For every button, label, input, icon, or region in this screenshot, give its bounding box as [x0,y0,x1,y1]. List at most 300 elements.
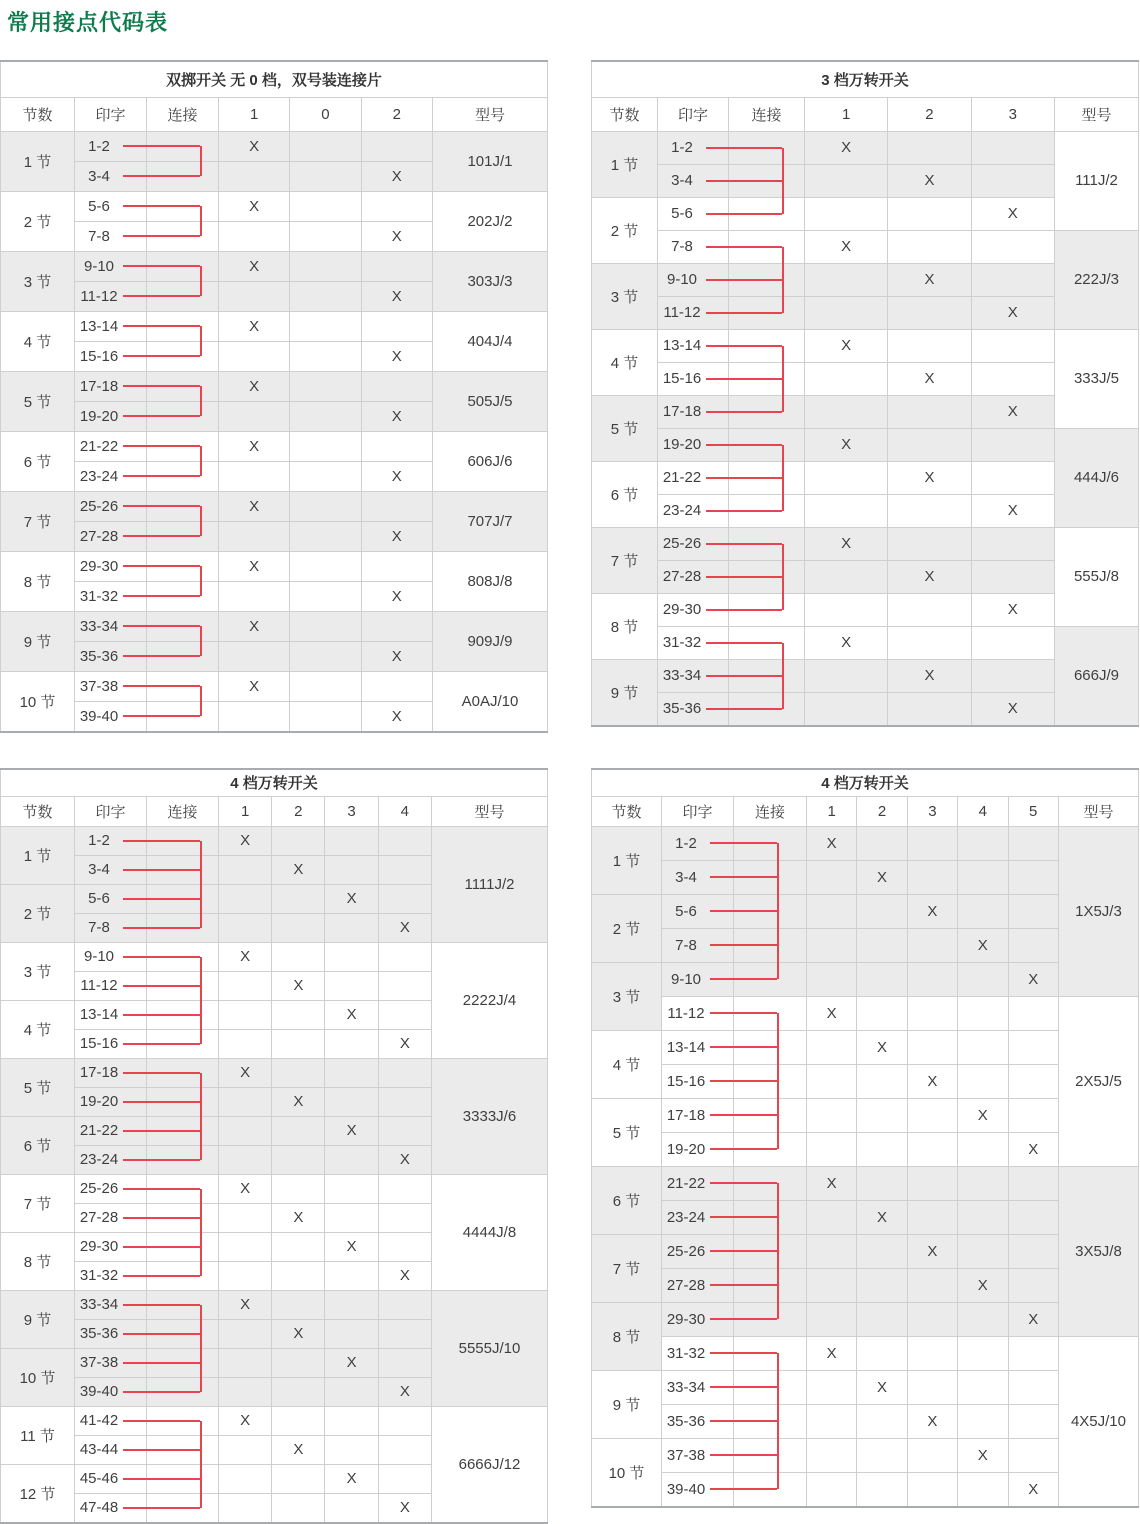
contact-cell [907,1200,957,1234]
connector-line [146,385,200,387]
contact-cell [888,395,971,428]
contact-cell [907,1132,957,1166]
connector-line [146,1449,200,1451]
connector-line [728,609,782,611]
model-cell: 3333J/6 [431,1058,547,1174]
model-cell: 666J/9 [1054,626,1138,726]
connector-line [733,1386,777,1388]
connector-bracket [200,161,202,177]
contact-cell [272,1232,325,1261]
contact-cell [807,1030,857,1064]
connect-cell [734,996,807,1030]
print-cell [75,1232,147,1261]
header-connect: 连接 [729,97,805,131]
connect-cell [147,1319,219,1348]
connector-line [123,1507,147,1509]
connector-line [733,944,777,946]
print-label: 19-20 [666,1140,706,1158]
header-position: 4 [958,796,1008,826]
print-label: 29-30 [79,557,119,575]
print-wrap [662,1405,733,1438]
header-connect: 连接 [147,97,219,131]
print-cell [662,1472,734,1507]
print-cell [662,1302,734,1336]
x-mark: X [805,131,888,164]
connector-line [728,477,782,479]
model-cell: 111J/2 [1054,131,1138,230]
contact-cell [325,1029,378,1058]
contact-cell [805,494,888,527]
print-wrap [658,363,728,395]
print-label: 27-28 [662,568,702,585]
connector-line [123,535,147,537]
contact-cell [1008,860,1058,894]
x-mark: X [361,161,432,191]
switch-table [0,768,548,1524]
contact-cell [219,521,290,551]
contact-cell [888,230,971,263]
connector-bracket [782,659,784,693]
connector-line [146,475,200,477]
connect-cell [147,611,219,641]
contact-cell [272,826,325,855]
print-wrap [662,1235,733,1268]
print-wrap [75,1059,146,1087]
section-cell: 6 节 [592,1166,662,1234]
connector-bracket [200,146,202,162]
header-position: 2 [888,97,971,131]
x-mark: X [361,341,432,371]
print-cell [658,593,729,626]
print-cell [662,996,734,1030]
contact-cell [857,1336,907,1370]
section-cell: 6 节 [1,431,75,491]
section-cell: 5 节 [1,371,75,431]
connector-bracket [782,346,784,363]
x-mark: X [888,560,971,593]
x-mark: X [958,1438,1008,1472]
contact-cell [888,494,971,527]
header-section: 节数 [592,97,658,131]
print-label: 35-36 [666,1412,706,1430]
connector-line [123,505,147,507]
x-mark: X [361,521,432,551]
print-cell [75,371,147,401]
contact-cell [1008,1268,1058,1302]
print-cell [75,913,147,942]
model-cell: 5555J/10 [431,1290,547,1406]
x-mark: X [958,1098,1008,1132]
connector-bracket [777,1268,779,1303]
contact-cell [1008,1200,1058,1234]
connector-line [733,1488,777,1490]
contact-cell [378,826,431,855]
contact-cell [971,560,1054,593]
print-label: 3-4 [88,861,110,878]
connector-line [706,510,729,512]
print-wrap [658,561,728,593]
connector-line [710,1182,734,1184]
connect-cell [729,263,805,296]
connector-line [123,625,147,627]
contact-cell [958,1234,1008,1268]
print-wrap [75,462,146,491]
contact-cell [907,962,957,996]
x-mark: X [971,593,1054,626]
print-wrap [75,1088,146,1116]
print-cell [658,692,729,726]
print-label: 25-26 [666,1242,706,1260]
print-wrap [75,972,146,1000]
x-mark: X [361,701,432,732]
connector-line [123,595,147,597]
connector-bracket [777,860,779,895]
print-wrap [658,198,728,230]
connector-bracket [782,593,784,610]
connector-line [123,445,147,447]
print-cell [75,1377,147,1406]
switch-table [591,768,1139,1508]
header-section: 节数 [592,796,662,826]
connector-bracket [200,701,202,717]
contact-cell [272,884,325,913]
connector-line [733,1250,777,1252]
connector-line [733,910,777,912]
contact-cell [805,560,888,593]
connect-cell [147,341,219,371]
contact-cell [805,395,888,428]
connector-bracket [200,206,202,222]
contact-cell [857,1472,907,1507]
print-label: 29-30 [662,601,702,618]
connector-line [146,325,200,327]
x-mark: X [219,1406,272,1435]
connector-line [733,1216,777,1218]
contact-cell [907,826,957,860]
contact-cell [325,826,378,855]
connector-line [710,1386,734,1388]
connector-bracket [200,1261,202,1276]
header-position: 2 [361,97,432,131]
model-cell: 404J/4 [432,311,547,371]
contact-cell [971,230,1054,263]
model-cell: 707J/7 [432,491,547,551]
connector-line [728,213,782,215]
contact-cell [857,894,907,928]
connector-line [706,180,729,182]
model-cell: 4444J/8 [431,1174,547,1290]
print-cell [75,1435,147,1464]
connector-bracket [777,1438,779,1473]
section-cell: 8 节 [592,1302,662,1370]
contact-cell [958,1336,1008,1370]
connector-line [710,1080,734,1082]
contact-cell [805,593,888,626]
connector-bracket [200,855,202,885]
print-cell [75,971,147,1000]
contact-cell [378,1348,431,1377]
connector-line [706,411,729,413]
connector-line [123,1391,147,1393]
print-wrap [662,895,733,928]
print-label: 5-6 [675,902,697,920]
x-mark: X [219,431,290,461]
print-label: 29-30 [79,1238,119,1255]
x-mark: X [325,1116,378,1145]
model-cell: 1111J/2 [431,826,547,942]
x-mark: X [807,1336,857,1370]
print-wrap [662,1167,733,1200]
contact-cell [325,942,378,971]
print-label: 3-4 [671,172,693,189]
connector-bracket [782,263,784,297]
connector-bracket [782,544,784,561]
connector-line [706,576,729,578]
contact-cell [219,1377,272,1406]
section-cell: 6 节 [1,1116,75,1174]
x-mark: X [888,461,971,494]
print-wrap [658,396,728,428]
contact-cell [807,1098,857,1132]
x-mark: X [857,1370,907,1404]
x-mark: X [325,1232,378,1261]
connect-cell [147,942,219,971]
connector-line [728,180,782,182]
contact-cell [805,362,888,395]
header-position: 3 [907,796,957,826]
connect-cell [147,161,219,191]
print-label: 7-8 [671,238,693,255]
print-wrap [75,582,146,611]
connector-line [123,1188,147,1190]
connector-line [728,576,782,578]
contact-cell [958,894,1008,928]
x-mark: X [805,428,888,461]
print-label: 9-10 [666,271,698,288]
print-cell [75,221,147,251]
contact-cell [907,996,957,1030]
print-label: 25-26 [662,535,702,552]
connector-bracket [782,692,784,709]
connector-bracket [777,894,779,929]
x-mark: X [971,395,1054,428]
print-cell [75,191,147,221]
connector-line [733,1352,777,1354]
contact-cell [971,263,1054,296]
connector-line [733,1046,777,1048]
connector-bracket [782,197,784,214]
x-mark: X [378,1261,431,1290]
connect-cell [147,191,219,221]
connector-bracket [777,843,779,861]
print-cell [75,1319,147,1348]
contact-cell [958,1064,1008,1098]
section-cell: 7 节 [1,491,75,551]
contact-cell [888,296,971,329]
contact-cell [219,855,272,884]
print-cell [75,1406,147,1435]
contact-cell [888,527,971,560]
contact-cell [325,1319,378,1348]
contact-cell [807,1268,857,1302]
contact-cell [888,692,971,726]
connector-bracket [777,1472,779,1490]
connect-cell [734,928,807,962]
connector-line [706,312,729,314]
print-cell [658,362,729,395]
connector-line [123,1420,147,1422]
contact-cell [378,1232,431,1261]
contact-cell [290,521,361,551]
section-cell: 9 节 [1,611,75,671]
connector-line [728,708,782,710]
connect-cell [147,581,219,611]
print-label: 37-38 [79,1354,119,1371]
contact-cell [272,1377,325,1406]
print-label: 17-18 [666,1106,706,1124]
print-wrap [75,943,146,971]
connector-line [146,956,200,958]
x-mark: X [1008,1472,1058,1507]
contact-cell [971,626,1054,659]
contact-cell [361,551,432,581]
print-wrap [75,1001,146,1029]
contact-cell [325,1290,378,1319]
header-connect: 连接 [147,796,219,826]
switch-table [591,60,1139,727]
x-mark: X [361,461,432,491]
connector-line [146,869,200,871]
print-label: 21-22 [79,1122,119,1139]
connect-cell [734,1336,807,1370]
connector-bracket [200,221,202,237]
connect-cell [147,826,219,855]
header-position: 1 [219,97,290,131]
print-wrap [658,693,728,725]
connector-line [146,535,200,537]
print-cell [662,1098,734,1132]
x-mark: X [807,996,857,1030]
print-wrap [658,231,728,263]
contact-cell [290,491,361,521]
print-label: 3-4 [675,868,697,886]
connect-cell [729,329,805,362]
section-cell: 4 节 [1,311,75,371]
contact-cell [272,1493,325,1523]
connector-line [728,642,782,644]
print-cell [75,884,147,913]
x-mark: X [219,1174,272,1203]
contact-cell [219,1232,272,1261]
x-mark: X [325,1464,378,1493]
connect-cell [729,428,805,461]
connector-line [706,378,729,380]
connector-line [146,1188,200,1190]
x-mark: X [888,362,971,395]
contact-cell [290,461,361,491]
x-mark: X [361,401,432,431]
table-4-position-rotary-switch [0,768,548,1524]
connector-bracket [200,266,202,282]
connect-cell [734,1268,807,1302]
connect-cell [147,371,219,401]
print-cell [658,461,729,494]
x-mark: X [272,1203,325,1232]
print-wrap [75,132,146,161]
contact-cell [805,461,888,494]
print-label: 31-32 [662,634,702,651]
print-cell [75,491,147,521]
x-mark: X [907,1404,957,1438]
contact-cell [219,1493,272,1523]
connect-cell [147,461,219,491]
print-label: 5-6 [88,197,110,215]
connect-cell [734,1302,807,1336]
x-mark: X [325,1348,378,1377]
contact-cell [290,431,361,461]
contact-cell [907,928,957,962]
connector-line [123,1101,147,1103]
print-cell [75,1145,147,1174]
contact-cell [958,1200,1008,1234]
print-label: 11-12 [663,304,701,321]
section-cell: 7 节 [592,1234,662,1302]
section-cell: 12 节 [1,1464,75,1523]
connect-cell [734,1370,807,1404]
header-print: 印字 [658,97,729,131]
model-cell: 4X5J/10 [1058,1336,1138,1507]
connector-line [123,1333,147,1335]
connector-line [146,1217,200,1219]
contact-cell [219,913,272,942]
connector-bracket [200,641,202,657]
connect-cell [147,913,219,942]
contact-cell [272,1261,325,1290]
print-label: 13-14 [79,317,119,335]
contact-cell [361,431,432,461]
contact-cell [958,962,1008,996]
header-position: 3 [325,796,378,826]
contact-cell [1008,1404,1058,1438]
connector-bracket [200,884,202,914]
connector-line [710,1216,734,1218]
contact-cell [290,251,361,281]
contact-cell [888,197,971,230]
section-cell: 4 节 [1,1000,75,1058]
print-label: 7-8 [675,936,697,954]
x-mark: X [378,1493,431,1523]
connect-cell [147,1145,219,1174]
print-label: 37-38 [666,1446,706,1464]
x-mark: X [272,855,325,884]
contact-cell [219,1029,272,1058]
x-mark: X [325,1000,378,1029]
contact-cell [378,855,431,884]
contact-cell [907,1336,957,1370]
connect-cell [147,491,219,521]
contact-cell [272,1029,325,1058]
connect-cell [147,1174,219,1203]
print-label: 25-26 [79,497,119,515]
print-cell [75,161,147,191]
connector-line [146,898,200,900]
contact-cell [805,659,888,692]
contact-cell [971,461,1054,494]
contact-cell [807,1064,857,1098]
connector-bracket [782,296,784,313]
contact-cell [1008,1064,1058,1098]
contact-cell [807,928,857,962]
